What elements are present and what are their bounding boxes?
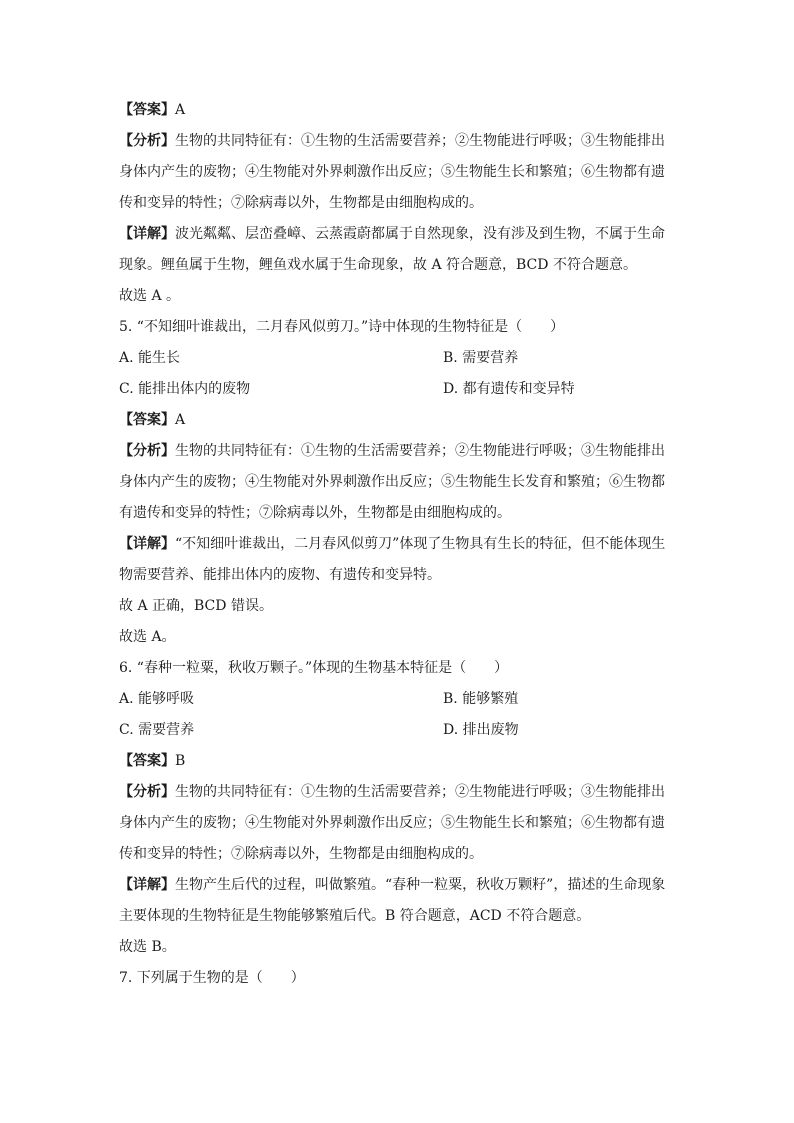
option-row [119,379,679,399]
line-text: 生物的共同特征有：①生物的生活需要营养；②生物能进行呼吸；③生物能排出 [175,133,665,149]
option-right: B. 能够繁殖 [443,691,519,707]
text-line: 故选 B。 [119,939,176,955]
line-text: B [175,753,186,769]
labeled-line [119,751,679,771]
section-label: 【答案】 [119,753,175,769]
labeled-line [119,782,679,802]
section-label: 【答案】 [119,412,175,428]
text-line: 传和变异的特性；⑦除病毒以外，生物都是由细胞构成的。 [119,195,483,211]
labeled-line [119,100,679,120]
text-line: 故 A 正确，BCD 错误。 [119,598,273,614]
labeled-line [119,534,679,554]
text-line: 故选 A 。 [119,288,181,304]
line-text: A [175,102,186,118]
labeled-line [119,875,679,895]
section-label: 【详解】 [119,536,175,552]
text-line: 物需要营养、能排出体内的废物、有遗传和变异特。 [119,567,441,583]
labeled-line [119,410,679,430]
text-line: 故选 A。 [119,629,176,645]
text-line: 身体内产生的废物；④生物能对外界刺激作出反应；⑤生物能生长和繁殖；⑥生物都有遗 [119,815,665,831]
text-line: 传和变异的特性；⑦除病毒以外，生物都是由细胞构成的。 [119,846,483,862]
line-text: 生物产生后代的过程，叫做繁殖。“春种一粒粟，秋收万颗籽”，描述的生命现象 [175,877,666,893]
option-left: A. 能够呼吸 [119,691,195,707]
section-label: 【详解】 [119,877,175,893]
section-label: 【答案】 [119,102,175,118]
labeled-line [119,441,679,461]
line-text: 生物的共同特征有：①生物的生活需要营养；②生物能进行呼吸；③生物能排出 [175,443,665,459]
text-line: 主要体现的生物特征是生物能够繁殖后代。B 符合题意，ACD 不符合题意。 [119,908,591,924]
document-body [119,100,679,988]
section-label: 【详解】 [119,226,175,242]
option-left: C. 需要营养 [119,722,195,738]
text-line: 5. “不知细叶谁裁出，二月春风似剪刀。”诗中体现的生物特征是（ ） [119,319,565,335]
option-row [119,348,679,368]
option-left: A. 能生长 [119,350,181,366]
text-line: 有遗传和变异的特性；⑦除病毒以外，生物都是由细胞构成的。 [119,505,511,521]
text-line: 身体内产生的废物；④生物能对外界刺激作出反应；⑤生物能生长和繁殖；⑥生物都有遗 [119,164,665,180]
text-line: 现象。鲤鱼属于生物，鲤鱼戏水属于生命现象，故 A 符合题意，BCD 不符合题意。 [119,257,637,273]
section-label: 【分析】 [119,784,175,800]
line-text: 生物的共同特征有：①生物的生活需要营养；②生物能进行呼吸；③生物能排出 [175,784,665,800]
line-text: 波光粼粼、层峦叠嶂、云蒸霞蔚都属于自然现象，没有涉及到生物，不属于生命 [175,226,665,242]
option-right: B. 需要营养 [443,350,519,366]
option-right: D. 排出废物 [443,722,519,738]
line-text: “不知细叶谁裁出，二月春风似剪刀”体现了生物具有生长的特征，但不能体现生 [175,536,666,552]
section-label: 【分析】 [119,443,175,459]
labeled-line [119,131,679,151]
option-row [119,720,679,740]
option-row [119,689,679,709]
section-label: 【分析】 [119,133,175,149]
line-text: A [175,412,186,428]
text-line: 6. “春种一粒粟，秋收万颗子。”体现的生物基本特征是（ ） [119,660,509,676]
labeled-line [119,224,679,244]
option-right: D. 都有遗传和变异特 [443,381,575,397]
text-line: 7. 下列属于生物的是（ ） [119,970,305,986]
text-line: 身体内产生的废物；④生物能对外界刺激作出反应；⑤生物能生长发育和繁殖；⑥生物都 [119,474,665,490]
option-left: C. 能排出体内的废物 [119,381,251,397]
